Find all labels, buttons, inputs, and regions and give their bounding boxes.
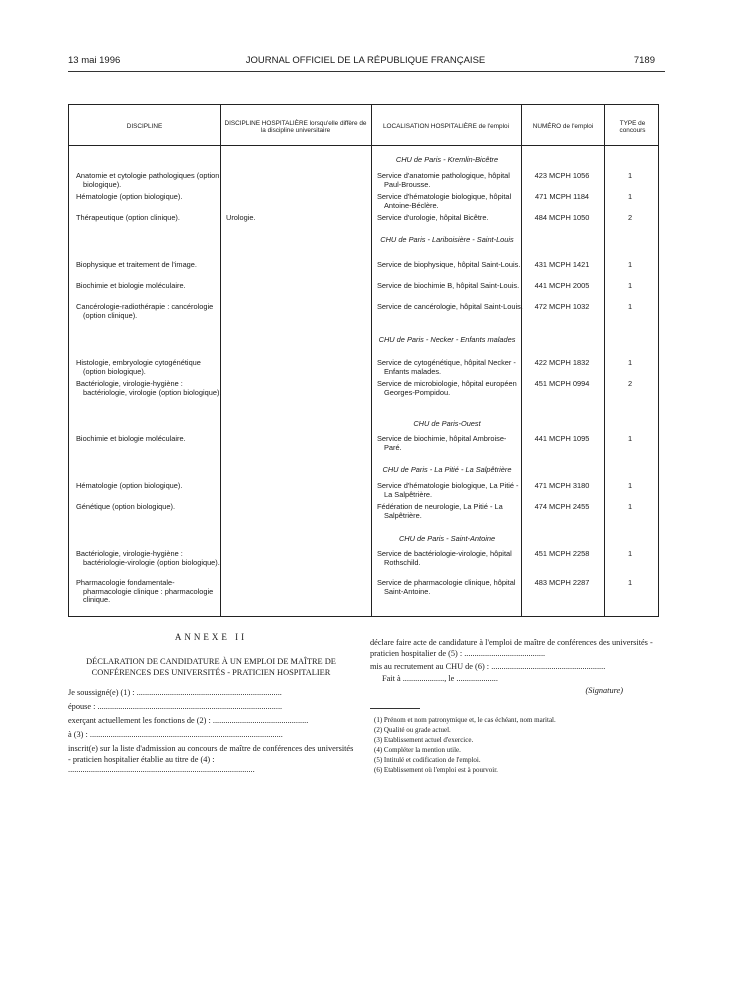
column-divider: [604, 105, 605, 616]
footnote: (6) Etablissement où l'emploi est à pourvoir.: [374, 766, 498, 774]
form-line: mis au recrutement au CHU de (6) : .......................................................: [370, 662, 606, 671]
annexe-title: ANNEXE II: [174, 632, 248, 642]
row-discipline: Anatomie et cytologie pathologiques (option biologique).: [76, 171, 220, 189]
row-type: 1: [627, 358, 633, 367]
group-heading: CHU de Paris - Kremlin-Bicêtre: [395, 155, 499, 164]
group-heading: CHU de Paris - Necker - Enfants malades: [378, 335, 516, 344]
row-type: 1: [627, 192, 633, 201]
journal-title: JOURNAL OFFICIEL DE LA RÉPUBLIQUE FRANÇAISE: [245, 55, 486, 66]
row-discipline: Bactériologie, virologie-hygiène : bactériologie, virologie (option biologique).: [76, 379, 222, 397]
row-numero: 451 MCPH 0994: [534, 379, 590, 388]
footnote: (4) Compléter la mention utile.: [374, 746, 461, 754]
group-heading: CHU de Paris-Ouest: [413, 419, 481, 428]
row-localisation: Fédération de neurologie, La Pitié - La Salpêtrière.: [377, 502, 503, 520]
row-localisation: Service de biochimie, hôpital Ambroise-Paré.: [377, 434, 507, 452]
row-discipline: Bactériologie, virologie-hygiène : bactériologie-virologie (option biologique).: [76, 549, 220, 567]
row-discipline: Biophysique et traitement de l'image.: [76, 260, 197, 269]
row-type: 1: [627, 549, 633, 558]
row-numero: 474 MCPH 2455: [534, 502, 590, 511]
positions-table: [68, 104, 659, 617]
row-type: 1: [627, 171, 633, 180]
row-discipline: Histologie, embryologie cytogénétique (option biologique).: [76, 358, 201, 376]
declaration-title: DÉCLARATION DE CANDIDATURE À UN EMPLOI DE MAÎTRE DE CONFÉRENCES DES UNIVERSITÉS - PRATICIEN HOSPITALIER: [86, 657, 336, 677]
col-header-localisation: LOCALISATION HOSPITALIÈRE de l'emploi: [383, 123, 509, 131]
row-numero: 472 MCPH 1032: [534, 302, 590, 311]
group-heading: CHU de Paris - Lariboisière - Saint-Louis: [380, 235, 514, 244]
form-line: déclare faire acte de candidature à l'emploi de maître de conférences des universités - praticien hospitalier de (5) : .......................................: [370, 638, 653, 658]
row-localisation: Service de cytogénétique, hôpital Necker - Enfants malades.: [377, 358, 516, 376]
row-discipline: Pharmacologie fondamentale-pharmacologie clinique : pharmacologie clinique.: [76, 578, 214, 605]
row-hosp-discipline: Urologie.: [226, 213, 256, 222]
row-type: 1: [627, 578, 633, 587]
row-numero: 471 MCPH 1184: [534, 192, 590, 201]
row-localisation: Service d'hématologie biologique, hôpital Antoine-Béclère.: [377, 192, 512, 210]
header-date: 13 mai 1996: [68, 55, 121, 66]
row-type: 2: [627, 379, 633, 388]
header-rule: [68, 71, 665, 72]
row-discipline: Génétique (option biologique).: [76, 502, 176, 511]
form-line: Je soussigné(e) (1) : ......................................................................: [68, 688, 282, 697]
row-type: 1: [627, 281, 633, 290]
row-numero: 422 MCPH 1832: [534, 358, 590, 367]
row-discipline: Cancérologie-radiothérapie : cancérologie (option clinique).: [76, 302, 214, 320]
row-discipline: Hématologie (option biologique).: [76, 192, 183, 201]
row-localisation: Service de bactériologie-virologie, hôpital Rothschild.: [377, 549, 512, 567]
row-numero: 484 MCPH 1050: [534, 213, 590, 222]
row-numero: 483 MCPH 2287: [534, 578, 590, 587]
row-type: 2: [627, 213, 633, 222]
row-discipline: Biochimie et biologie moléculaire.: [76, 281, 186, 290]
col-header-type: TYPE de concours: [619, 119, 646, 134]
row-numero: 441 MCPH 1095: [534, 434, 590, 443]
col-header-numero: NUMÉRO de l'emploi: [532, 123, 594, 131]
row-type: 1: [627, 434, 633, 443]
group-heading: CHU de Paris - La Pitié - La Salpêtrière: [382, 465, 512, 474]
form-line: inscrit(e) sur la liste d'admission au concours de maître de conférences des universités - praticien hospitalier établie au titre de (4) : ..........................................................................................: [68, 744, 354, 774]
group-heading: CHU de Paris - Saint-Antoine: [398, 534, 496, 543]
row-localisation: Service d'hématologie biologique, La Pitié - La Salpêtrière.: [377, 481, 519, 499]
form-line: exerçant actuellement les fonctions de (2) : ..............................................: [68, 716, 309, 725]
row-type: 1: [627, 302, 633, 311]
row-type: 1: [627, 502, 633, 511]
row-localisation: Service de microbiologie, hôpital européen Georges-Pompidou.: [377, 379, 517, 397]
page-number: 7189: [633, 55, 655, 66]
row-localisation: Service de biochimie B, hôpital Saint-Louis.: [377, 281, 520, 290]
row-numero: 441 MCPH 2005: [534, 281, 590, 290]
row-type: 1: [627, 260, 633, 269]
row-discipline: Thérapeutique (option clinique).: [76, 213, 180, 222]
footnote: (5) Intitulé et codification de l'emploi.: [374, 756, 481, 764]
form-line: Fait à ...................., le ....................: [382, 674, 498, 683]
form-line: épouse : .........................................................................................: [68, 702, 283, 711]
footnote: (1) Prénom et nom patronymique et, le cas échéant, nom marital.: [374, 716, 556, 724]
row-numero: 431 MCPH 1421: [534, 260, 590, 269]
row-localisation: Service d'anatomie pathologique, hôpital Paul-Brousse.: [377, 171, 510, 189]
row-type: 1: [627, 481, 633, 490]
row-numero: 471 MCPH 3180: [534, 481, 590, 490]
row-localisation: Service de cancérologie, hôpital Saint-Louis.: [377, 302, 523, 311]
row-localisation: Service de pharmacologie clinique, hôpital Saint-Antoine.: [377, 578, 516, 596]
row-localisation: Service d'urologie, hôpital Bicêtre.: [377, 213, 489, 222]
footnote: (2) Qualité ou grade actuel.: [374, 726, 451, 734]
row-localisation: Service de biophysique, hôpital Saint-Louis.: [377, 260, 521, 269]
row-discipline: Hématologie (option biologique).: [76, 481, 183, 490]
column-divider: [371, 105, 372, 616]
row-discipline: Biochimie et biologie moléculaire.: [76, 434, 186, 443]
col-header-discipline: DISCIPLINE: [126, 123, 163, 131]
form-line: à (3) : .............................................................................................: [68, 730, 283, 739]
row-numero: 451 MCPH 2258: [534, 549, 590, 558]
row-numero: 423 MCPH 1056: [534, 171, 590, 180]
col-header-hosp-discipline: DISCIPLINE HOSPITALIÈRE lorsqu'elle diffère de la discipline universitaire: [224, 119, 367, 134]
signature-label: (Signature): [585, 686, 623, 695]
header-divider: [69, 145, 658, 146]
footnote: (3) Etablissement actuel d'exercice.: [374, 736, 474, 744]
footnote-rule: [370, 708, 420, 709]
